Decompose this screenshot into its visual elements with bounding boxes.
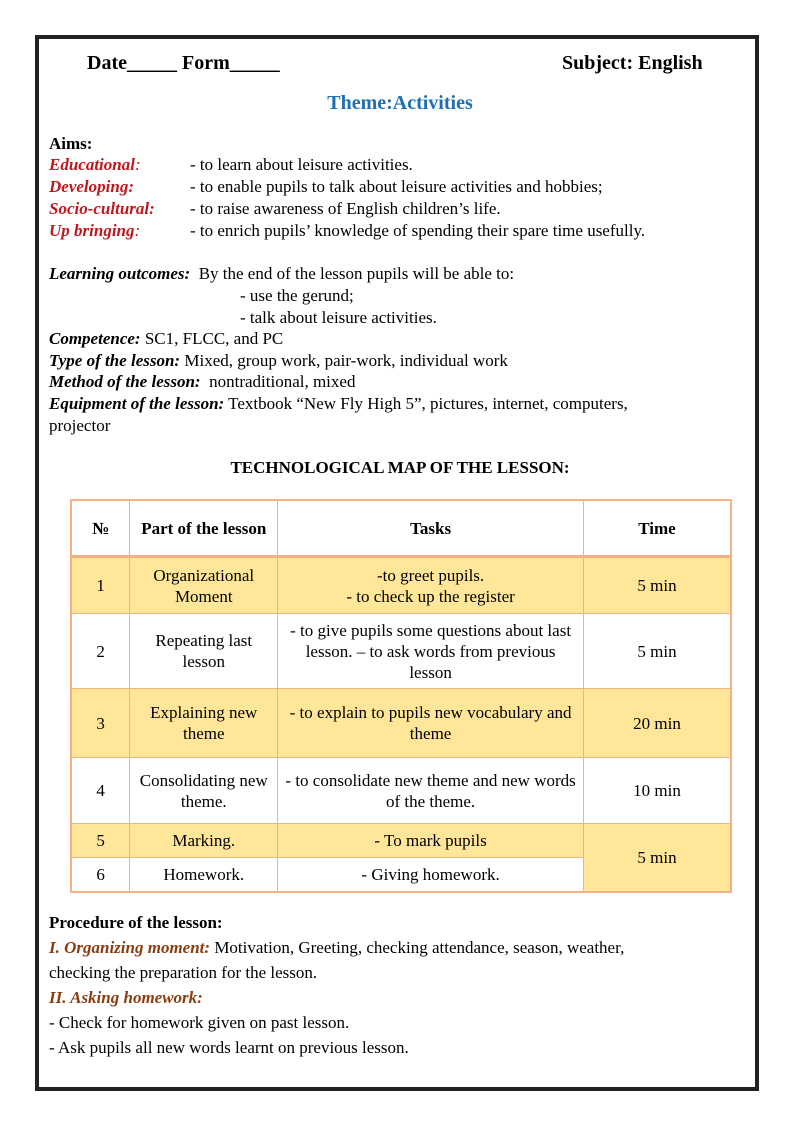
row-part: Marking.	[130, 824, 278, 858]
method-line	[49, 372, 355, 392]
row-number: 3	[71, 689, 130, 758]
lesson-map-table	[70, 499, 732, 893]
step-text: Motivation, Greeting, checking attendance, season, weather,	[214, 938, 625, 957]
row-part: Organizational Moment	[130, 557, 278, 614]
method-label: Method of the lesson:	[49, 372, 201, 391]
aim-label: Up bringing	[49, 221, 135, 240]
competence-value: SC1, FLCC, and PC	[144, 329, 284, 348]
competence-line	[49, 329, 283, 349]
aim-text: - to enrich pupils’ knowledge of spending their spare time usefully.	[190, 221, 646, 240]
learning-outcomes	[49, 264, 514, 284]
table-row	[71, 557, 731, 614]
equipment-continued: projector	[49, 416, 111, 435]
procedure-step-2-item: - Check for homework given on past lesson.	[49, 1013, 350, 1032]
row-time: 5 min	[584, 824, 732, 892]
aim-text: - to enable pupils to talk about leisure activities and hobbies;	[190, 177, 603, 196]
lesson-theme: Theme:Activities	[327, 92, 473, 114]
row-tasks: - Giving homework.	[278, 858, 584, 892]
outcome-item: - use the gerund;	[240, 286, 354, 305]
table-header-row	[71, 500, 731, 557]
step-label: I. Organizing moment:	[49, 938, 211, 957]
row-part: Homework.	[130, 858, 278, 892]
row-part: Explaining new theme	[130, 689, 278, 758]
outcome-item: - talk about leisure activities.	[240, 308, 437, 327]
aim-educational	[49, 155, 141, 175]
aim-developing	[49, 177, 134, 197]
equipment-value: Textbook “New Fly High 5”, pictures, internet, computers,	[228, 394, 628, 413]
date-form-line: Date_____ Form_____	[87, 52, 280, 74]
map-title: TECHNOLOGICAL MAP OF THE LESSON:	[230, 458, 570, 477]
row-number: 1	[71, 557, 130, 614]
aims-heading: Aims:	[49, 134, 93, 153]
row-tasks: - to consolidate new theme and new words of the theme.	[278, 758, 584, 824]
row-tasks: - to give pupils some questions about last lesson. – to ask words from previous lesson	[278, 614, 584, 689]
row-number: 2	[71, 614, 130, 689]
competence-label: Competence:	[49, 329, 141, 348]
aim-label-suffix: :	[134, 221, 141, 240]
aim-upbringing	[49, 221, 140, 241]
column-header: Time	[584, 500, 732, 557]
outcomes-label: Learning outcomes:	[49, 264, 191, 283]
procedure-step-2-item: - Ask pupils all new words learnt on previous lesson.	[49, 1038, 409, 1057]
row-time: 5 min	[584, 557, 732, 614]
table-row	[71, 824, 731, 858]
equipment-line	[49, 394, 628, 414]
lesson-type-line	[49, 351, 508, 371]
row-time: 5 min	[584, 614, 732, 689]
aim-text: - to raise awareness of English children’s life.	[190, 199, 501, 218]
row-number: 5	[71, 824, 130, 858]
row-part: Repeating last lesson	[130, 614, 278, 689]
procedure-step-1	[49, 938, 624, 958]
lesson-type-label: Type of the lesson:	[49, 351, 181, 370]
equipment-label: Equipment of the lesson:	[49, 394, 225, 413]
aim-text: - to learn about leisure activities.	[190, 155, 413, 174]
row-time: 20 min	[584, 689, 732, 758]
table-row	[71, 614, 731, 689]
row-tasks: - To mark pupils	[278, 824, 584, 858]
subject-line: Subject: English	[562, 52, 703, 74]
row-number: 4	[71, 758, 130, 824]
lesson-type-value: Mixed, group work, pair-work, individual work	[184, 351, 508, 370]
aim-label: Socio-cultural:	[49, 199, 155, 218]
row-tasks: - to explain to pupils new vocabulary and theme	[278, 689, 584, 758]
column-header: №	[71, 500, 130, 557]
aim-label-suffix: :	[134, 155, 141, 174]
row-time: 10 min	[584, 758, 732, 824]
column-header: Part of the lesson	[130, 500, 278, 557]
row-part: Consolidating new theme.	[130, 758, 278, 824]
method-value: nontraditional, mixed	[209, 372, 356, 391]
aim-label: Developing:	[49, 177, 134, 196]
procedure-heading: Procedure of the lesson:	[49, 913, 223, 932]
row-tasks: -to greet pupils. - to check up the register	[278, 557, 584, 614]
aim-socio-cultural	[49, 199, 155, 219]
table-row	[71, 689, 731, 758]
column-header: Tasks	[278, 500, 584, 557]
procedure-step-2-label: II. Asking homework:	[49, 988, 203, 1007]
aim-label: Educational	[49, 155, 135, 174]
outcomes-intro: By the end of the lesson pupils will be able to:	[198, 264, 515, 283]
row-number: 6	[71, 858, 130, 892]
table-row	[71, 758, 731, 824]
procedure-step-1-continued: checking the preparation for the lesson.	[49, 963, 318, 982]
